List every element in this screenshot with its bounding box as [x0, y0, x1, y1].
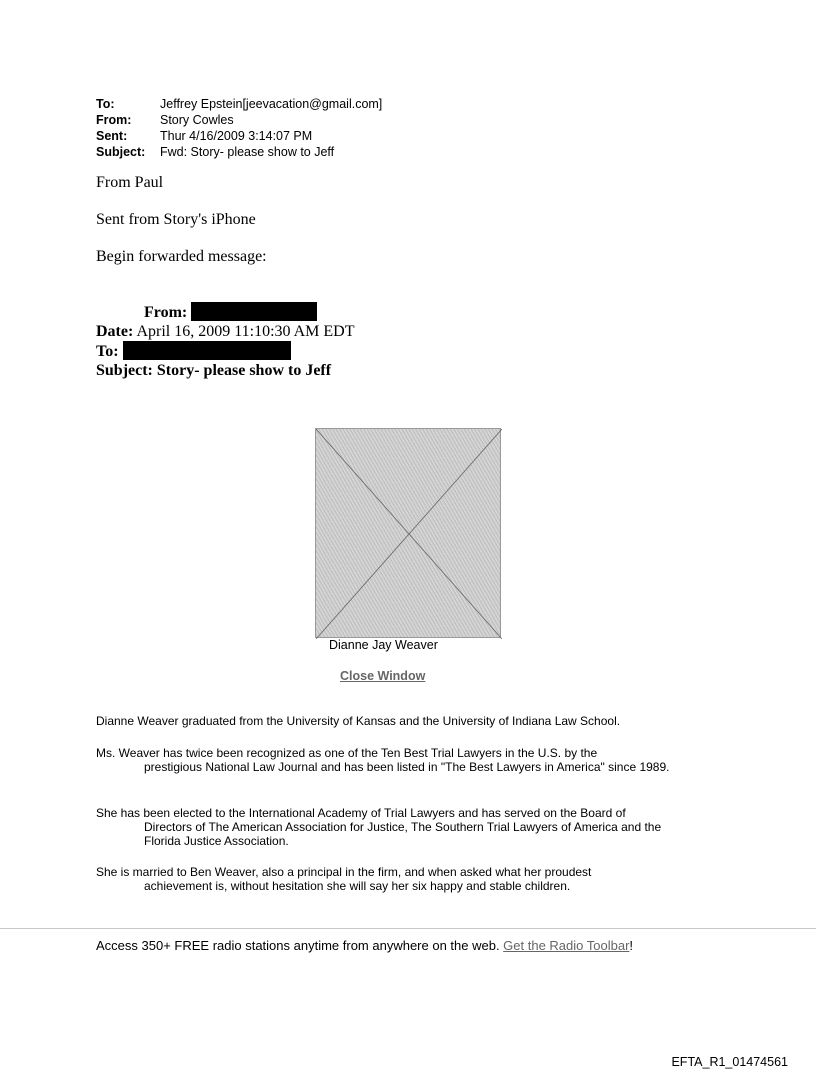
to-value: Jeffrey Epstein[jeevacation@gmail.com]	[160, 97, 383, 111]
bio-paragraph-first-line: She has been elected to the International Academy of Trial Lawyers and has served on the Board of	[96, 806, 626, 820]
fwd-subject-value: Story- please show to Jeff	[156, 361, 332, 379]
footer-ad	[96, 938, 633, 953]
footer-exclamation: !	[629, 938, 634, 953]
bio-paragraph-rest: Directors of The American Association for Justice, The Southern Trial Lawyers of America and the Florida Justice Association.	[144, 820, 662, 848]
forwarded-header	[96, 302, 355, 380]
redaction-box	[191, 302, 317, 321]
bio-paragraph-rest: achievement is, without hesitation she will say her six happy and stable children.	[144, 879, 571, 893]
footer-text: Access 350+ FREE radio stations anytime from anywhere on the web.	[96, 938, 504, 953]
subject-label: Subject:	[96, 145, 146, 159]
radio-toolbar-link[interactable]: Get the Radio Toolbar	[503, 938, 630, 953]
bio-paragraph: Dianne Weaver graduated from the University of Kansas and the University of Indiana Law School.	[96, 714, 621, 728]
fwd-date-value: April 16, 2009 11:10:30 AM EDT	[136, 322, 355, 340]
close-window-link[interactable]: Close Window	[340, 669, 426, 683]
to-label: To:	[96, 97, 115, 111]
bio-paragraph	[96, 746, 696, 774]
fwd-subject-label: Subject:	[96, 361, 153, 379]
divider	[0, 928, 816, 929]
from-label: From:	[96, 113, 132, 127]
bio-paragraph-rest: prestigious National Law Journal and has been listed in "The Best Lawyers in America" since 1989.	[144, 760, 670, 774]
body-line-sent-from: Sent from Story's iPhone	[96, 211, 256, 228]
image-caption: Dianne Jay Weaver	[329, 638, 438, 652]
body-line-from-paul: From Paul	[96, 174, 164, 191]
body-line-begin-forwarded: Begin forwarded message:	[96, 248, 267, 265]
fwd-date-label: Date:	[96, 322, 134, 340]
email-header	[96, 96, 382, 160]
redaction-box	[123, 341, 291, 360]
broken-image-icon	[316, 429, 502, 639]
fwd-to-label: To:	[96, 343, 119, 360]
from-value: Story Cowles	[160, 113, 234, 127]
bio-paragraph	[96, 865, 696, 893]
bio-paragraph-first-line: Ms. Weaver has twice been recognized as one of the Ten Best Trial Lawyers in the U.S. by the	[96, 746, 598, 760]
bio-paragraph-first-line: She is married to Ben Weaver, also a principal in the firm, and when asked what her proudest	[96, 865, 592, 879]
fwd-from-label: From:	[144, 304, 188, 321]
sent-value: Thur 4/16/2009 3:14:07 PM	[160, 129, 313, 143]
subject-value: Fwd: Story- please show to Jeff	[160, 145, 335, 159]
broken-image-placeholder	[315, 428, 501, 638]
bio-paragraph	[96, 806, 696, 848]
document-id: EFTA_R1_01474561	[671, 1055, 788, 1069]
sent-label: Sent:	[96, 129, 128, 143]
